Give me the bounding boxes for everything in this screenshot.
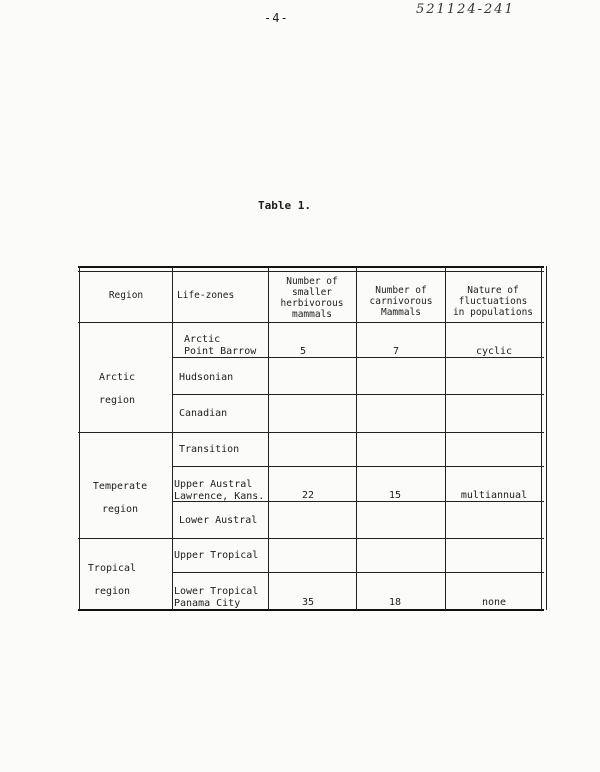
carnivorous-value: 15 xyxy=(388,490,402,501)
header-herbivorous: Number of smaller herbivorous mammals xyxy=(280,276,344,320)
header-carnivorous: Number of carnivorous Mammals xyxy=(369,285,433,318)
page-number: -4- xyxy=(264,11,289,25)
zone-cell: Upper Tropical xyxy=(174,550,259,561)
zone-cell: Arctic Point Barrow xyxy=(184,334,257,357)
zone-cell: Transition xyxy=(179,444,240,455)
row-divider xyxy=(172,572,544,573)
document-code: 521124-241 xyxy=(416,2,515,17)
table-top-rule-secondary xyxy=(78,271,544,272)
fluctuation-value: none xyxy=(481,597,507,608)
carnivorous-value: 7 xyxy=(392,346,400,357)
table-caption: Table 1. xyxy=(258,199,311,212)
fluctuation-value: cyclic xyxy=(475,346,513,357)
zone-cell: Hudsonian xyxy=(179,372,234,383)
zone-cell: Upper Austral Lawrence, Kans. xyxy=(174,479,265,502)
fluctuation-value: multiannual xyxy=(460,490,528,501)
region-divider xyxy=(78,432,544,433)
header-fluctuations: Nature of fluctuations in populations xyxy=(452,285,534,318)
zone-cell: Lower Austral xyxy=(179,515,258,526)
herbivorous-value: 22 xyxy=(301,490,315,501)
zone-cell: Lower Tropical Panama City xyxy=(174,586,259,609)
header-region: Region xyxy=(108,290,144,301)
row-divider xyxy=(172,394,544,395)
col-rule xyxy=(172,266,173,610)
herbivorous-value: 35 xyxy=(301,597,315,608)
col-rule-right-outer xyxy=(546,266,547,610)
row-divider xyxy=(172,466,544,467)
region-divider xyxy=(78,538,544,539)
zone-cell: Canadian xyxy=(179,408,228,419)
table-top-rule xyxy=(78,266,544,268)
col-rule-left xyxy=(79,266,80,610)
carnivorous-value: 18 xyxy=(388,597,402,608)
region-label-tropical: Tropical region xyxy=(87,563,137,597)
header-life-zones: Life-zones xyxy=(177,290,235,301)
table-bottom-rule xyxy=(78,609,544,611)
region-label-arctic: Arctic region xyxy=(98,372,136,406)
header-divider xyxy=(78,322,544,323)
herbivorous-value: 5 xyxy=(299,346,307,357)
region-label-temperate: Temperate region xyxy=(92,481,148,515)
